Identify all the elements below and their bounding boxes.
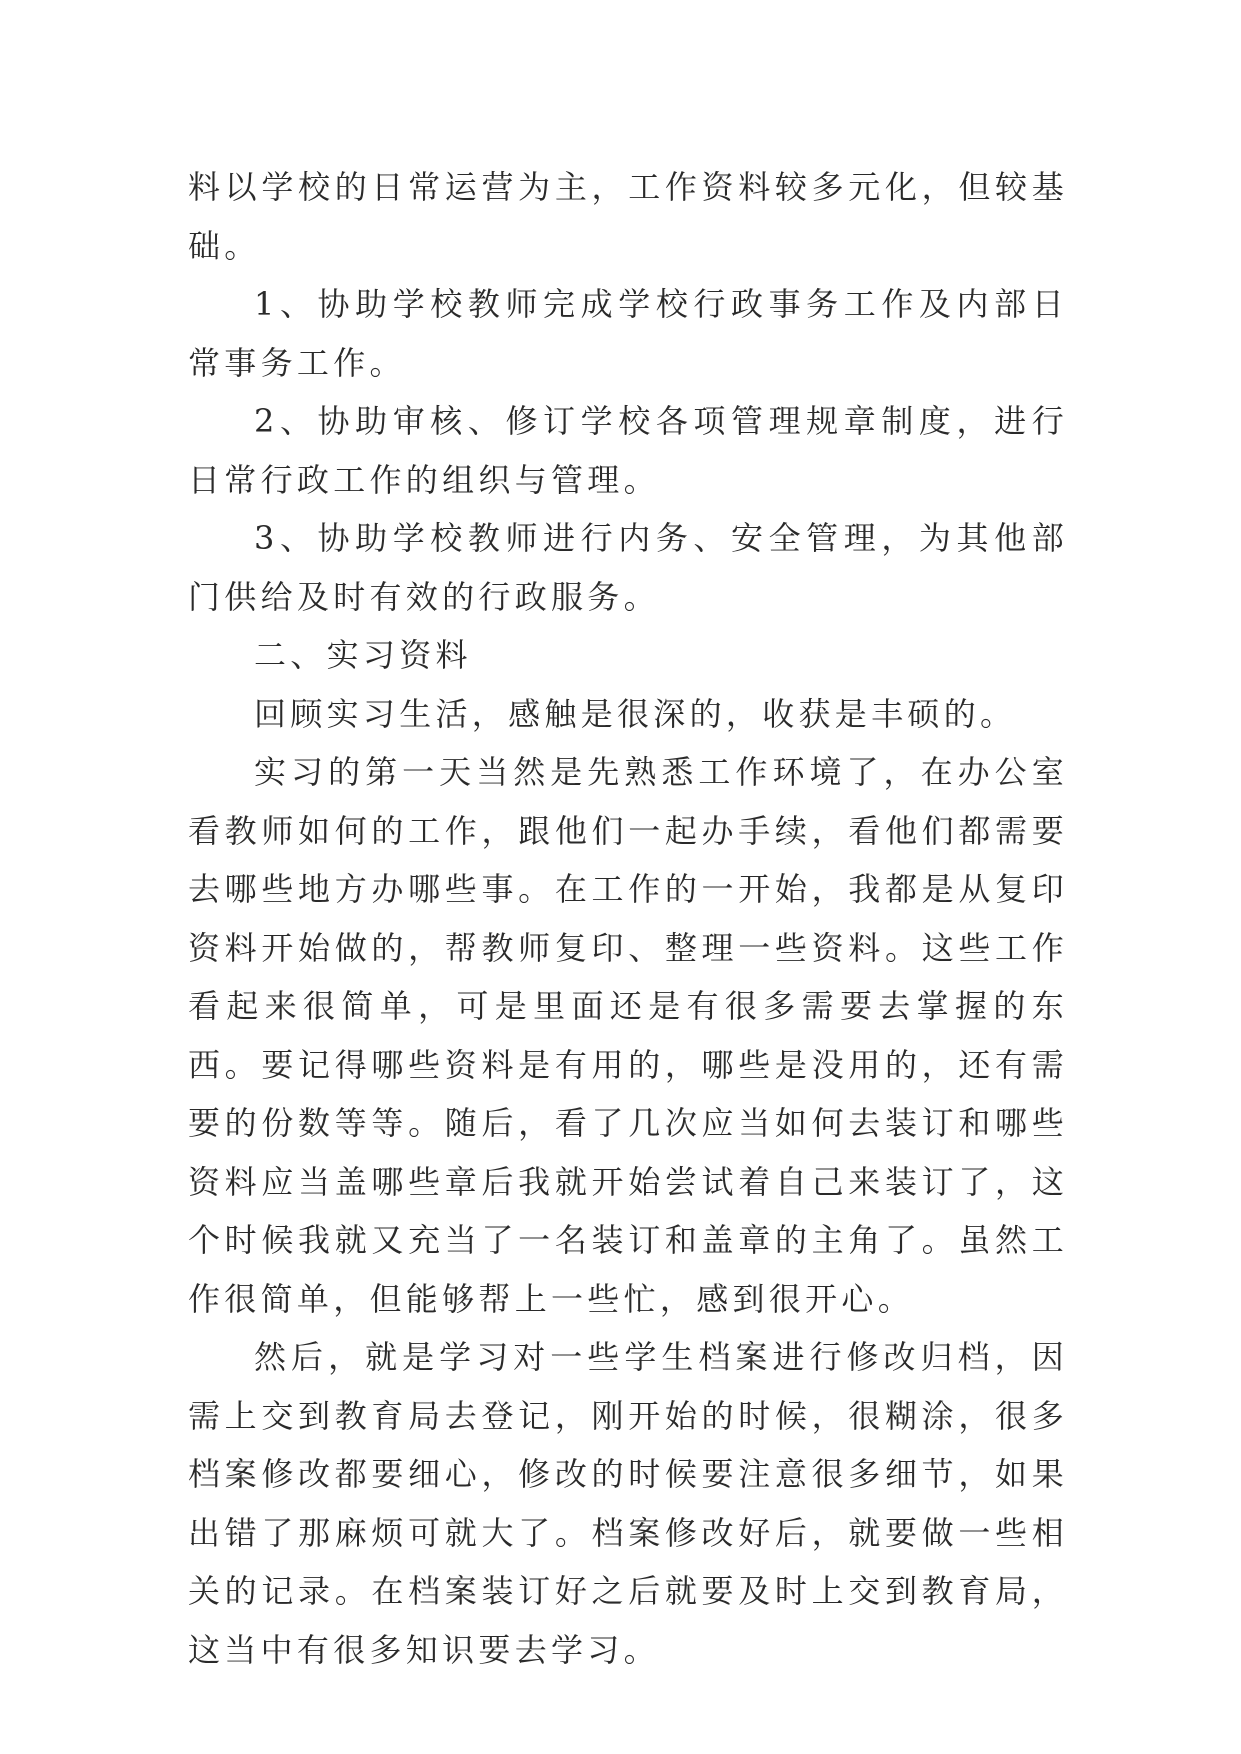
paragraph: 回顾实习生活，感触是很深的，收获是丰硕的。 (254, 694, 1017, 733)
document-body (188, 158, 1068, 1679)
section-heading: 二、实习资料 (254, 636, 472, 674)
paragraph: 1、协助学校教师完成学校行政事务工作及内部日常事务工作。 (188, 285, 1068, 382)
paragraph: 2、协助审核、修订学校各项管理规章制度，进行日常行政工作的组织与管理。 (188, 402, 1068, 499)
paragraph: 3、协助学校教师进行内务、安全管理，为其他部门供给及时有效的行政服务。 (188, 519, 1068, 616)
paragraph: 料以学校的日常运营为主，工作资料较多元化，但较基础。 (188, 168, 1068, 265)
paragraph: 然后，就是学习对一些学生档案进行修改归档，因需上交到教育局去登记，刚开始的时候，很糊涂，很多档案修改都要细心，修改的时候要注意很多细节，如果出错了那麻烦可就大了。档案修改好后，就要做一些相关的记录。在档案装订好之后就要及时上交到教育局，这当中有很多知识要去学习。 (188, 1338, 1068, 1669)
paragraph: 实习的第一天当然是先熟悉工作环境了，在办公室看教师如何的工作，跟他们一起办手续，看他们都需要去哪些地方办哪些事。在工作的一开始，我都是从复印资料开始做的，帮教师复印、整理一些资料。这些工作看起来很简单，可是里面还是有很多需要去掌握的东西。要记得哪些资料是有用的，哪些是没用的，还有需要的份数等等。随后，看了几次应当如何去装订和哪些资料应当盖哪些章后我就开始尝试着自己来装订了，这个时候我就又充当了一名装订和盖章的主角了。虽然工作很简单，但能够帮上一些忙，感到很开心。 (188, 753, 1068, 1318)
